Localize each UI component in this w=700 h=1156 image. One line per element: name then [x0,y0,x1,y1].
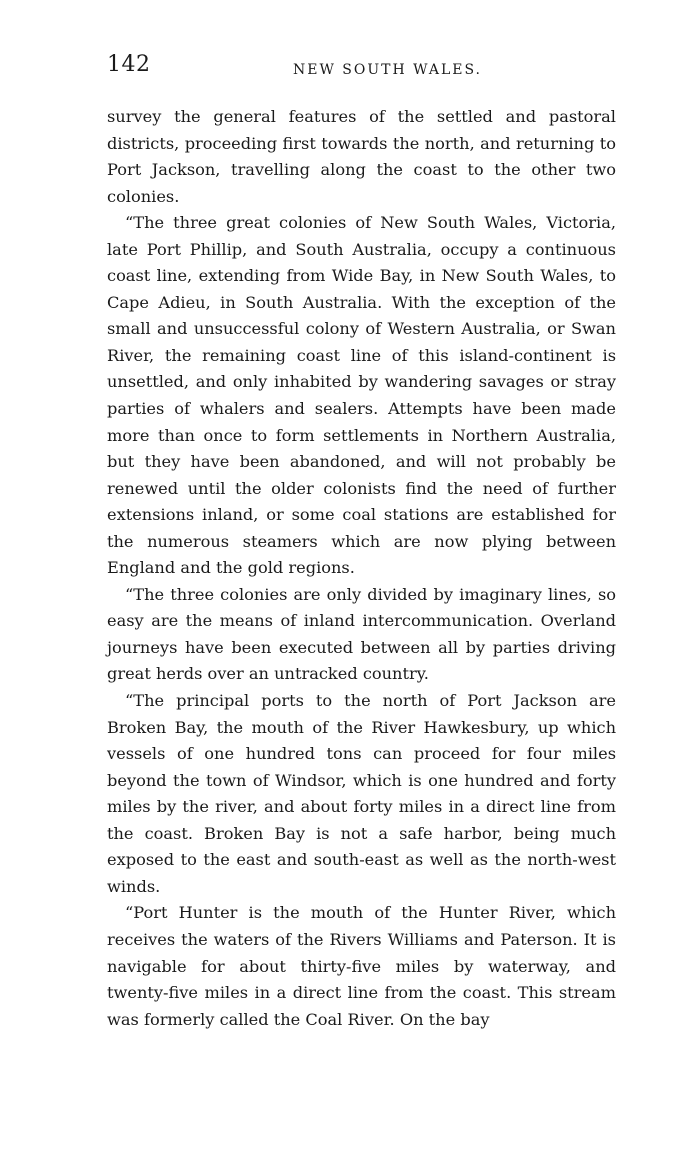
book-page [0,52,700,1156]
paragraph-3: “The three colonies are only divided by imaginary lines, so easy are the means of inland intercommunication. Overland journeys have been executed between all by parties driving great herds over an untracked country. [107,584,616,684]
body-text [107,104,616,1033]
paragraph-2: “The three great colonies of New South Wales, Victoria, late Port Phillip, and South Australia, occupy a continuous coast line, extending from Wide Bay, in New South Wales, to Cape Adieu, in South Australia. With the exception of the small and unsuccessful colony of Western Australia, or Swan River, the remaining coast line of this island-continent is unsettled, and only inhabited by wandering savages or stray parties of whalers and sealers. Attempts have been made more than once to form settlements in Northern Australia, but they have been abandoned, and will not probably be renewed until the older colonists find the need of further extensions inland, or some coal stations are established for the numerous steamers which are now plying between England and the gold regions. [107,213,616,578]
paragraph-4: “The principal ports to the north of Port Jackson are Broken Bay, the mouth of the River Hawkesbury, up which vessels of one hundred tons can proceed for four miles beyond the town of Windsor, which is one hundred and forty miles by the river, and about forty miles in a direct line from the coast. Broken Bay is not a safe harbor, being much exposed to the east and south-east as well as the north-west winds. [107,691,616,896]
paragraph-5: “Port Hunter is the mouth of the Hunter River, which receives the waters of the Rivers Williams and Paterson. It is navigable for about thirty-five miles by waterway, and twenty-five miles in a direct line from the coast. This stream was formerly called the Coal River. On the bay [107,903,616,1029]
running-head: NEW SOUTH WALES. [292,62,483,78]
paragraph-1: survey the general features of the settled and pastoral districts, proceeding first towards the north, and returning to Port Jackson, travelling along the coast to the other two colonies. [107,107,616,206]
page-number: 142 [107,52,151,77]
page-header [107,52,616,90]
